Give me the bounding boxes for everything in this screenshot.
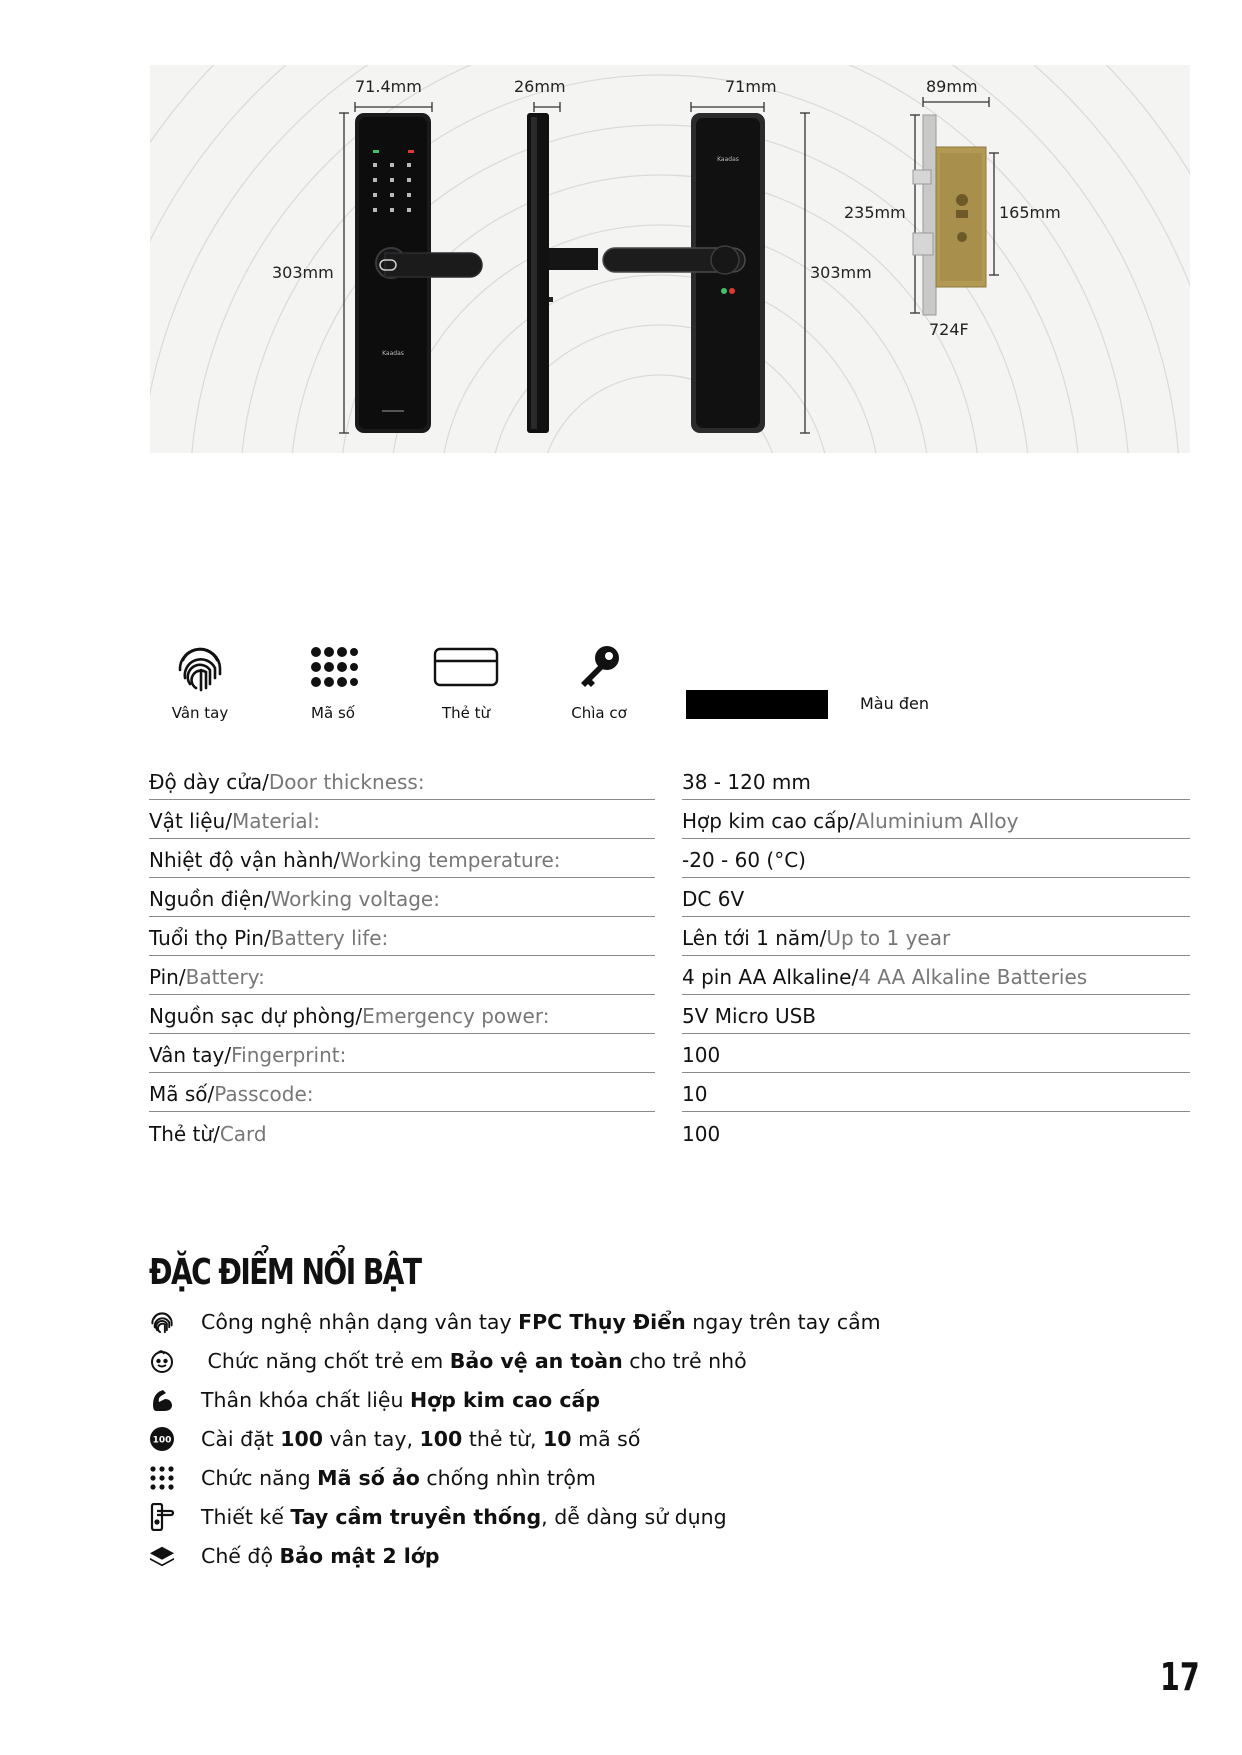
spec-label-en: Working temperature: [340,848,561,872]
highlights-title: ĐẶC ĐIỂM NỔI BẬT [149,1252,421,1293]
highlight-normal: cho trẻ nhỏ [622,1349,747,1373]
highlight-text [201,1466,596,1490]
spec-label-vi: Nhiệt độ vận hành/ [149,848,341,872]
card-icon [406,636,526,698]
highlight-bold: 100 [280,1427,324,1451]
color-label: Màu đen [860,694,929,713]
highlight-normal: , dễ dàng sử dụng [541,1505,727,1529]
fingerprint-icon [140,636,260,698]
mortise-lock [913,115,986,315]
highlight-normal: thẻ từ, [462,1427,544,1451]
highlight-item [149,1305,881,1339]
highlight-bold: 10 [543,1427,572,1451]
door-handle-icon [149,1504,175,1530]
spec-value-vi: 10 [682,1082,708,1106]
highlight-item [149,1539,440,1573]
highlight-normal: Thiết kế [201,1505,291,1529]
spec-label [149,995,655,1034]
highlight-bold: Bảo mật 2 lớp [279,1544,440,1568]
spec-value [682,839,1190,878]
front-brand: Kaadas [382,350,404,357]
spec-value-vi: Hợp kim cao cấp/ [682,809,856,833]
spec-label-en: Door thickness: [268,770,425,794]
highlight-text [201,1427,640,1451]
spec-value [682,800,1190,839]
feature-label: Chìa cơ [571,704,627,722]
feature-key [539,636,659,722]
spec-value [682,1112,1190,1151]
spec-value-vi: DC 6V [682,887,745,911]
spec-label [149,917,655,956]
spec-label [149,800,655,839]
spec-label-vi: Vật liệu/ [149,809,232,833]
spec-label-en: Battery life: [270,926,389,950]
highlight-text [201,1544,440,1568]
dim-mortise-width: 89mm [926,77,978,96]
spec-label-en: Battery: [185,965,265,989]
dim-mortise-inner: 165mm [999,203,1061,222]
highlight-normal: Thân khóa chất liệu [201,1388,410,1412]
back-lock-body [603,113,765,433]
spec-value-vi: Lên tới 1 năm/ [682,926,827,950]
spec-label-en: Working voltage: [270,887,440,911]
highlight-item [149,1500,727,1534]
feature-fingerprint [140,636,260,722]
highlight-normal: vân tay, [323,1427,420,1451]
page-number: 17 [1160,1655,1200,1699]
highlight-normal: Cài đặt [201,1427,281,1451]
highlight-text [201,1388,600,1412]
spec-value [682,995,1190,1034]
dim-back-width: 71mm [725,77,777,96]
spec-label [149,1073,655,1112]
feature-keypad [273,636,393,722]
highlight-item [149,1422,641,1456]
spec-value-vi: 4 pin AA Alkaline/ [682,965,859,989]
highlight-bold: Tay cầm truyền thống [290,1505,542,1529]
spec-label-en: Fingerprint: [231,1043,347,1067]
spec-value-en: Up to 1 year [826,926,951,950]
highlight-bold: FPC Thụy Điển [518,1310,686,1334]
highlight-item [149,1344,747,1378]
child-face-icon [149,1348,175,1374]
highlight-normal: Công nghệ nhận dạng vân tay [201,1310,519,1334]
feature-label: Thẻ từ [441,704,491,722]
key-icon [539,636,659,698]
highlight-normal: mã số [571,1427,641,1451]
front-lock-body [355,113,482,433]
spec-value [682,956,1190,995]
highlight-normal: chống nhìn trộm [419,1466,596,1490]
color-swatch [686,690,828,719]
keypad-icon [273,636,393,698]
feature-card [406,636,526,722]
strength-icon [149,1387,175,1413]
spec-value [682,761,1190,800]
highlight-bold: Bảo vệ an toàn [449,1349,623,1373]
spec-label-vi: Độ dày cửa/ [149,770,269,794]
spec-value-vi: 5V Micro USB [682,1004,817,1028]
layers-icon [149,1543,175,1569]
highlight-bold: Mã số ảo [317,1466,420,1490]
dim-front-width: 71.4mm [355,77,422,96]
hundred-badge-icon [149,1426,175,1452]
mortise-model-label: 724F [929,320,969,339]
highlight-text [201,1349,747,1373]
highlight-normal: Chế độ [201,1544,280,1568]
highlight-bold: 100 [419,1427,463,1451]
highlight-item [149,1461,596,1495]
spec-value-vi: 38 - 120 mm [682,770,811,794]
spec-label-vi: Nguồn điện/ [149,887,271,911]
spec-value [682,917,1190,956]
spec-label [149,1034,655,1073]
product-dimension-figure [150,65,1190,453]
feature-label: Mã số [311,704,355,722]
spec-value-en: 4 AA Alkaline Batteries [858,965,1088,989]
spec-value-en: Aluminium Alloy [855,809,1019,833]
spec-label-vi: Thẻ từ/ [149,1121,220,1146]
dim-front-height: 303mm [272,263,334,282]
figure-drawing [150,65,1190,453]
spec-label-vi: Mã số/ [149,1082,215,1106]
spec-label [149,839,655,878]
highlight-text [201,1310,881,1334]
spec-label-vi: Nguồn sạc dự phòng/ [149,1004,363,1028]
spec-value-vi: 100 [682,1043,721,1067]
highlight-normal: Chức năng chốt trẻ em [201,1349,450,1373]
fingerprint-icon [149,1309,175,1335]
spec-value-vi: 100 [682,1121,721,1146]
spec-value [682,1034,1190,1073]
dim-mortise-height: 235mm [844,203,906,222]
side-lock-body [527,113,598,433]
spec-value-vi: -20 - 60 (°C) [682,848,806,872]
highlight-text [201,1505,727,1529]
spec-label-en: Card [219,1121,267,1146]
spec-labels-column [149,761,655,1151]
spec-values-column [682,761,1190,1151]
spec-label [149,761,655,800]
highlight-normal: ngay trên tay cầm [685,1310,881,1334]
highlight-normal: Chức năng [201,1466,318,1490]
spec-label [149,956,655,995]
keypad-icon [149,1465,175,1491]
spec-label-en: Passcode: [214,1082,314,1106]
highlight-item [149,1383,601,1417]
back-brand: Kaadas [717,156,739,163]
hundred-badge-text: 100 [152,1435,172,1446]
dim-back-height: 303mm [810,263,872,282]
spec-label [149,1112,655,1151]
spec-label-vi: Pin/ [149,965,186,989]
spec-label-vi: Tuổi thọ Pin/ [149,926,271,950]
spec-label-en: Material: [231,809,320,833]
feature-label: Vân tay [171,704,229,722]
dim-side-depth: 26mm [514,77,566,96]
spec-label [149,878,655,917]
spec-value [682,878,1190,917]
highlight-bold: Hợp kim cao cấp [409,1388,601,1412]
spec-value [682,1073,1190,1112]
spec-label-en: Emergency power: [362,1004,550,1028]
spec-label-vi: Vân tay/ [149,1043,232,1067]
